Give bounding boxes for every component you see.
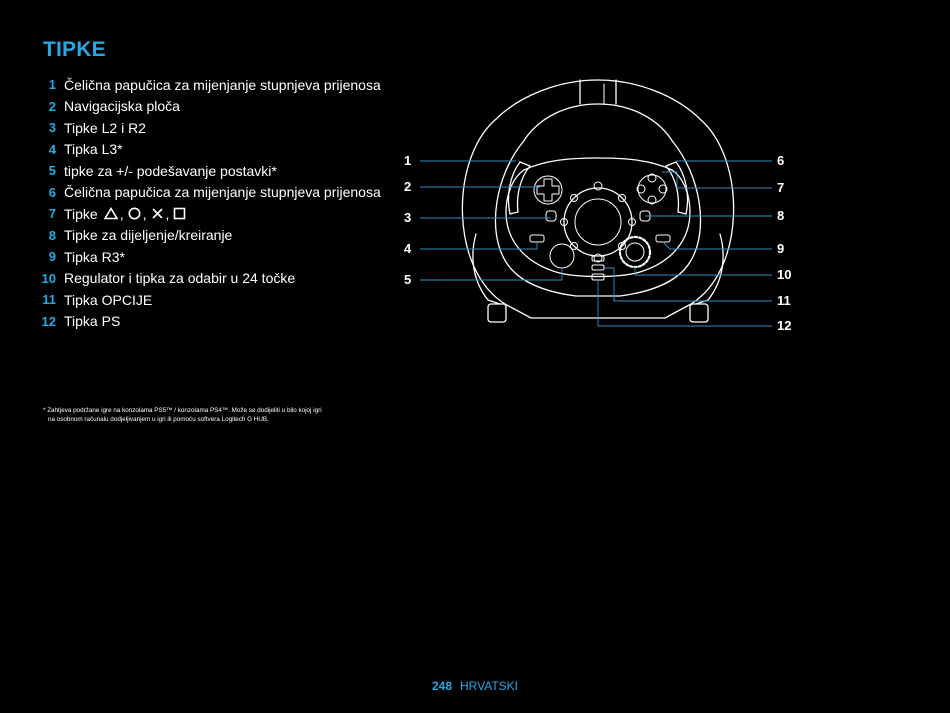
item-number: 9 bbox=[48, 249, 56, 265]
item-text: Čelična papučica za mijenjanje stupnjeva prijenosa bbox=[64, 184, 381, 201]
item-text: Tipke L2 i R2 bbox=[64, 119, 146, 136]
page-title: TIPKE bbox=[43, 38, 106, 61]
callout-label: 11 bbox=[777, 293, 791, 308]
symbol-separator: , bbox=[119, 205, 124, 222]
footer-language: HRVATSKI bbox=[460, 679, 519, 693]
footnote-line: * Zahtjeva podržane igre na konzolama PS5™ / konzolama PS4™. Može se dodijeliti u bilo kojoj igri bbox=[43, 407, 322, 414]
callout-label: 8 bbox=[777, 208, 785, 223]
page-number: 248 bbox=[431, 679, 452, 693]
callout-label: 1 bbox=[404, 153, 412, 168]
item-text: Tipka PS bbox=[64, 313, 121, 330]
footnote-line: na osobnom računalu dodjeljivanjem u igri ili pomoću softvera Logitech G HUB. bbox=[48, 416, 269, 423]
callout-label: 10 bbox=[777, 267, 792, 282]
item-number: 4 bbox=[48, 141, 56, 157]
callout-label: 6 bbox=[777, 153, 785, 168]
item-number: 10 bbox=[41, 270, 56, 286]
item-number: 6 bbox=[48, 184, 56, 200]
symbol-separator: , bbox=[165, 205, 170, 222]
item-text: Čelična papučica za mijenjanje stupnjeva prijenosa bbox=[64, 76, 381, 93]
item-text: tipke za +/- podešavanje postavki* bbox=[64, 162, 277, 179]
callout-label: 9 bbox=[777, 241, 785, 256]
callout-label: 4 bbox=[404, 241, 412, 256]
item-text: Tipka L3* bbox=[64, 141, 123, 158]
item-number: 8 bbox=[48, 227, 56, 243]
item-text: Tipka OPCIJE bbox=[64, 291, 153, 308]
item-number: 3 bbox=[48, 120, 56, 136]
item-text: Regulator i tipka za odabir u 24 točke bbox=[64, 270, 296, 287]
callout-label: 2 bbox=[404, 179, 412, 194]
item-text: Tipke bbox=[64, 205, 98, 222]
page-footer bbox=[0, 679, 950, 693]
item-number: 5 bbox=[48, 163, 56, 179]
callout-label: 7 bbox=[777, 180, 785, 195]
item-number: 11 bbox=[42, 292, 56, 308]
callout-label: 3 bbox=[404, 210, 412, 225]
item-number: 1 bbox=[48, 77, 56, 93]
symbol-separator: , bbox=[142, 205, 147, 222]
item-number: 12 bbox=[41, 313, 56, 329]
item-number: 2 bbox=[48, 98, 56, 114]
callout-label: 5 bbox=[404, 272, 412, 287]
item-text: Navigacijska ploča bbox=[64, 98, 180, 115]
item-text: Tipka R3* bbox=[64, 248, 125, 265]
item-number: 7 bbox=[48, 206, 56, 222]
item-text: Tipke za dijeljenje/kreiranje bbox=[64, 227, 233, 244]
callout-label: 12 bbox=[777, 318, 792, 333]
